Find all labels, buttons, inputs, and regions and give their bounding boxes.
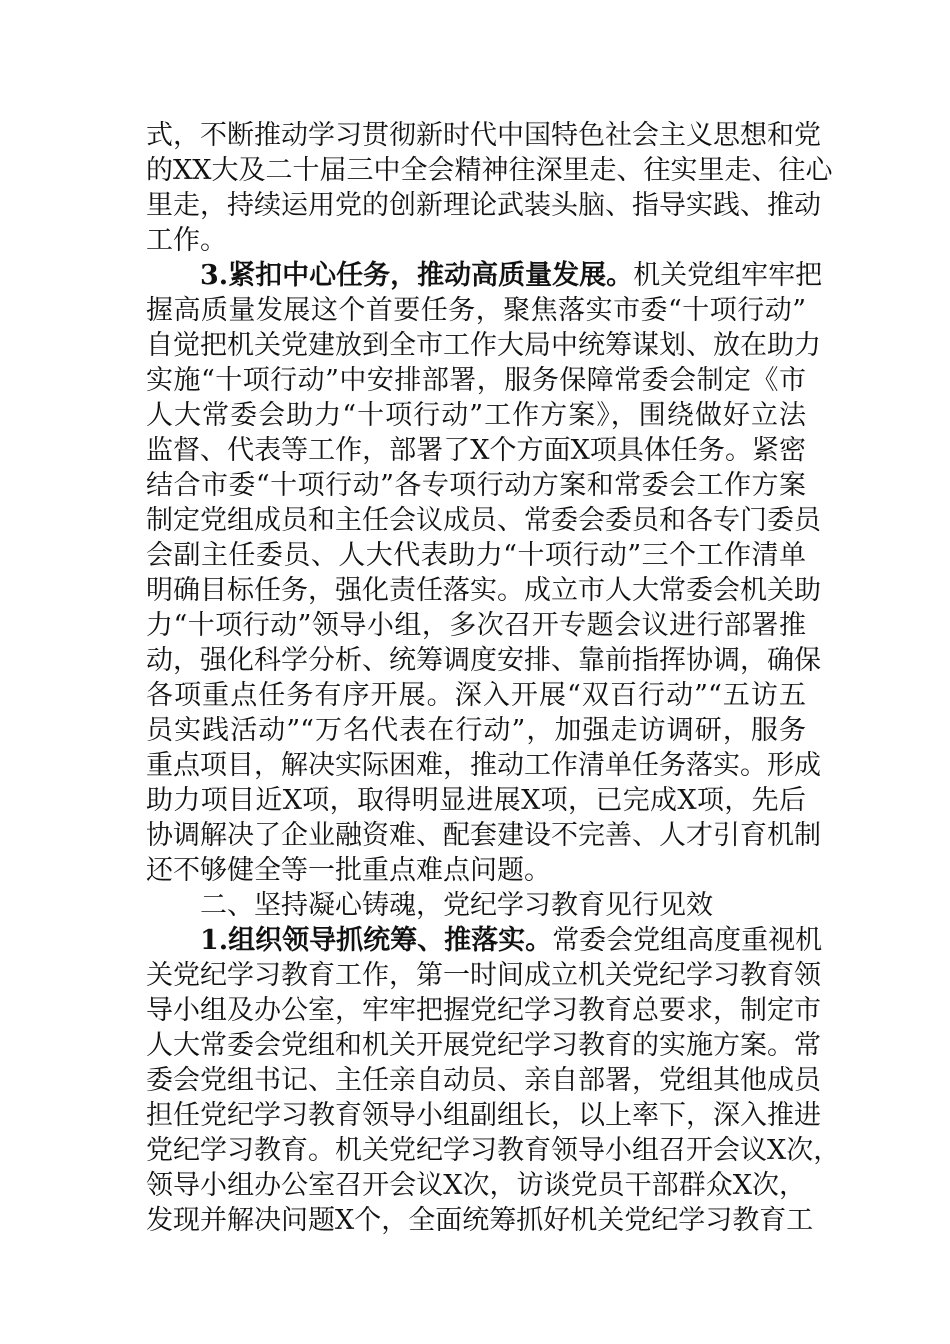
body-line: 式，不断推动学习贯彻新时代中国特色社会主义思想和党: [146, 120, 821, 151]
item-1-heading: 1.组织领导抓统筹、推落实。: [200, 925, 553, 956]
body-line: 担任党纪学习教育领导小组副组长，以上率下，深入推进: [146, 1100, 821, 1131]
body-line: 人大常委会助力“十项行动”工作方案》，围绕做好立法: [146, 400, 806, 431]
item-1-text: 常委会党组高度重视机: [552, 925, 823, 956]
body-line: 实施“十项行动”中安排部署，服务保障常委会制定《市: [146, 365, 806, 396]
body-line: 握高质量发展这个首要任务，聚焦落实市委“十项行动”: [146, 295, 806, 326]
paragraph-item-1-first-line: [200, 921, 823, 961]
body-line: 人大常委会党组和机关开展党纪学习教育的实施方案。常: [146, 1030, 821, 1061]
item-3-text: 机关党组牢牢把: [633, 260, 823, 291]
body-line: 明确目标任务，强化责任落实。成立市人大常委会机关助: [146, 575, 821, 606]
body-line: 动，强化科学分析、统筹调度安排、靠前指挥协调，确保: [146, 645, 821, 676]
body-line: 监督、代表等工作，部署了X个方面X项具体任务。紧密: [146, 435, 806, 466]
body-line: 党纪学习教育。机关党纪学习教育领导小组召开会议X次，: [146, 1135, 841, 1166]
item-3-heading: 3.紧扣中心任务，推动高质量发展。: [200, 260, 634, 291]
body-line: 结合市委“十项行动”各专项行动方案和常委会工作方案: [146, 470, 806, 501]
body-line: 制定党组成员和主任会议成员、常委会委员和各专门委员: [146, 505, 821, 536]
body-line: 发现并解决问题X个，全面统筹抓好机关党纪学习教育工: [146, 1205, 814, 1236]
body-line: 各项重点任务有序开展。深入开展“双百行动”“五访五: [146, 680, 806, 711]
body-line: 协调解决了企业融资难、配套建设不完善、人才引育机制: [146, 820, 821, 851]
body-line: 的XX大及二十届三中全会精神往深里走、往实里走、往心: [146, 155, 833, 186]
section-heading: 二、坚持凝心铸魂，党纪学习教育见行见效: [200, 890, 713, 921]
body-line: 工作。: [146, 225, 227, 256]
body-line: 关党纪学习教育工作，第一时间成立机关党纪学习教育领: [146, 960, 821, 991]
body-line: 还不够健全等一批重点难点问题。: [146, 855, 551, 886]
body-line: 助力项目近X项，取得明显进展X项，已完成X项，先后: [146, 785, 806, 816]
body-line: 力“十项行动”领导小组，多次召开专题会议进行部署推: [146, 610, 806, 641]
body-line: 导小组及办公室，牢牢把握党纪学习教育总要求，制定市: [146, 995, 821, 1026]
body-line: 领导小组办公室召开会议X次，访谈党员干部群众X次，: [146, 1170, 806, 1201]
body-line: 委会党组书记、主任亲自动员、亲自部署，党组其他成员: [146, 1065, 821, 1096]
body-line: 员实践活动”“万名代表在行动”，加强走访调研，服务: [146, 715, 806, 746]
body-line: 自觉把机关党建放到全市工作大局中统筹谋划、放在助力: [146, 330, 821, 361]
paragraph-item-3-first-line: [200, 256, 823, 296]
body-line: 重点项目，解决实际困难，推动工作清单任务落实。形成: [146, 750, 821, 781]
body-line: 里走，持续运用党的创新理论武装头脑、指导实践、推动: [146, 190, 821, 221]
body-line: 会副主任委员、人大代表助力“十项行动”三个工作清单: [146, 540, 806, 571]
